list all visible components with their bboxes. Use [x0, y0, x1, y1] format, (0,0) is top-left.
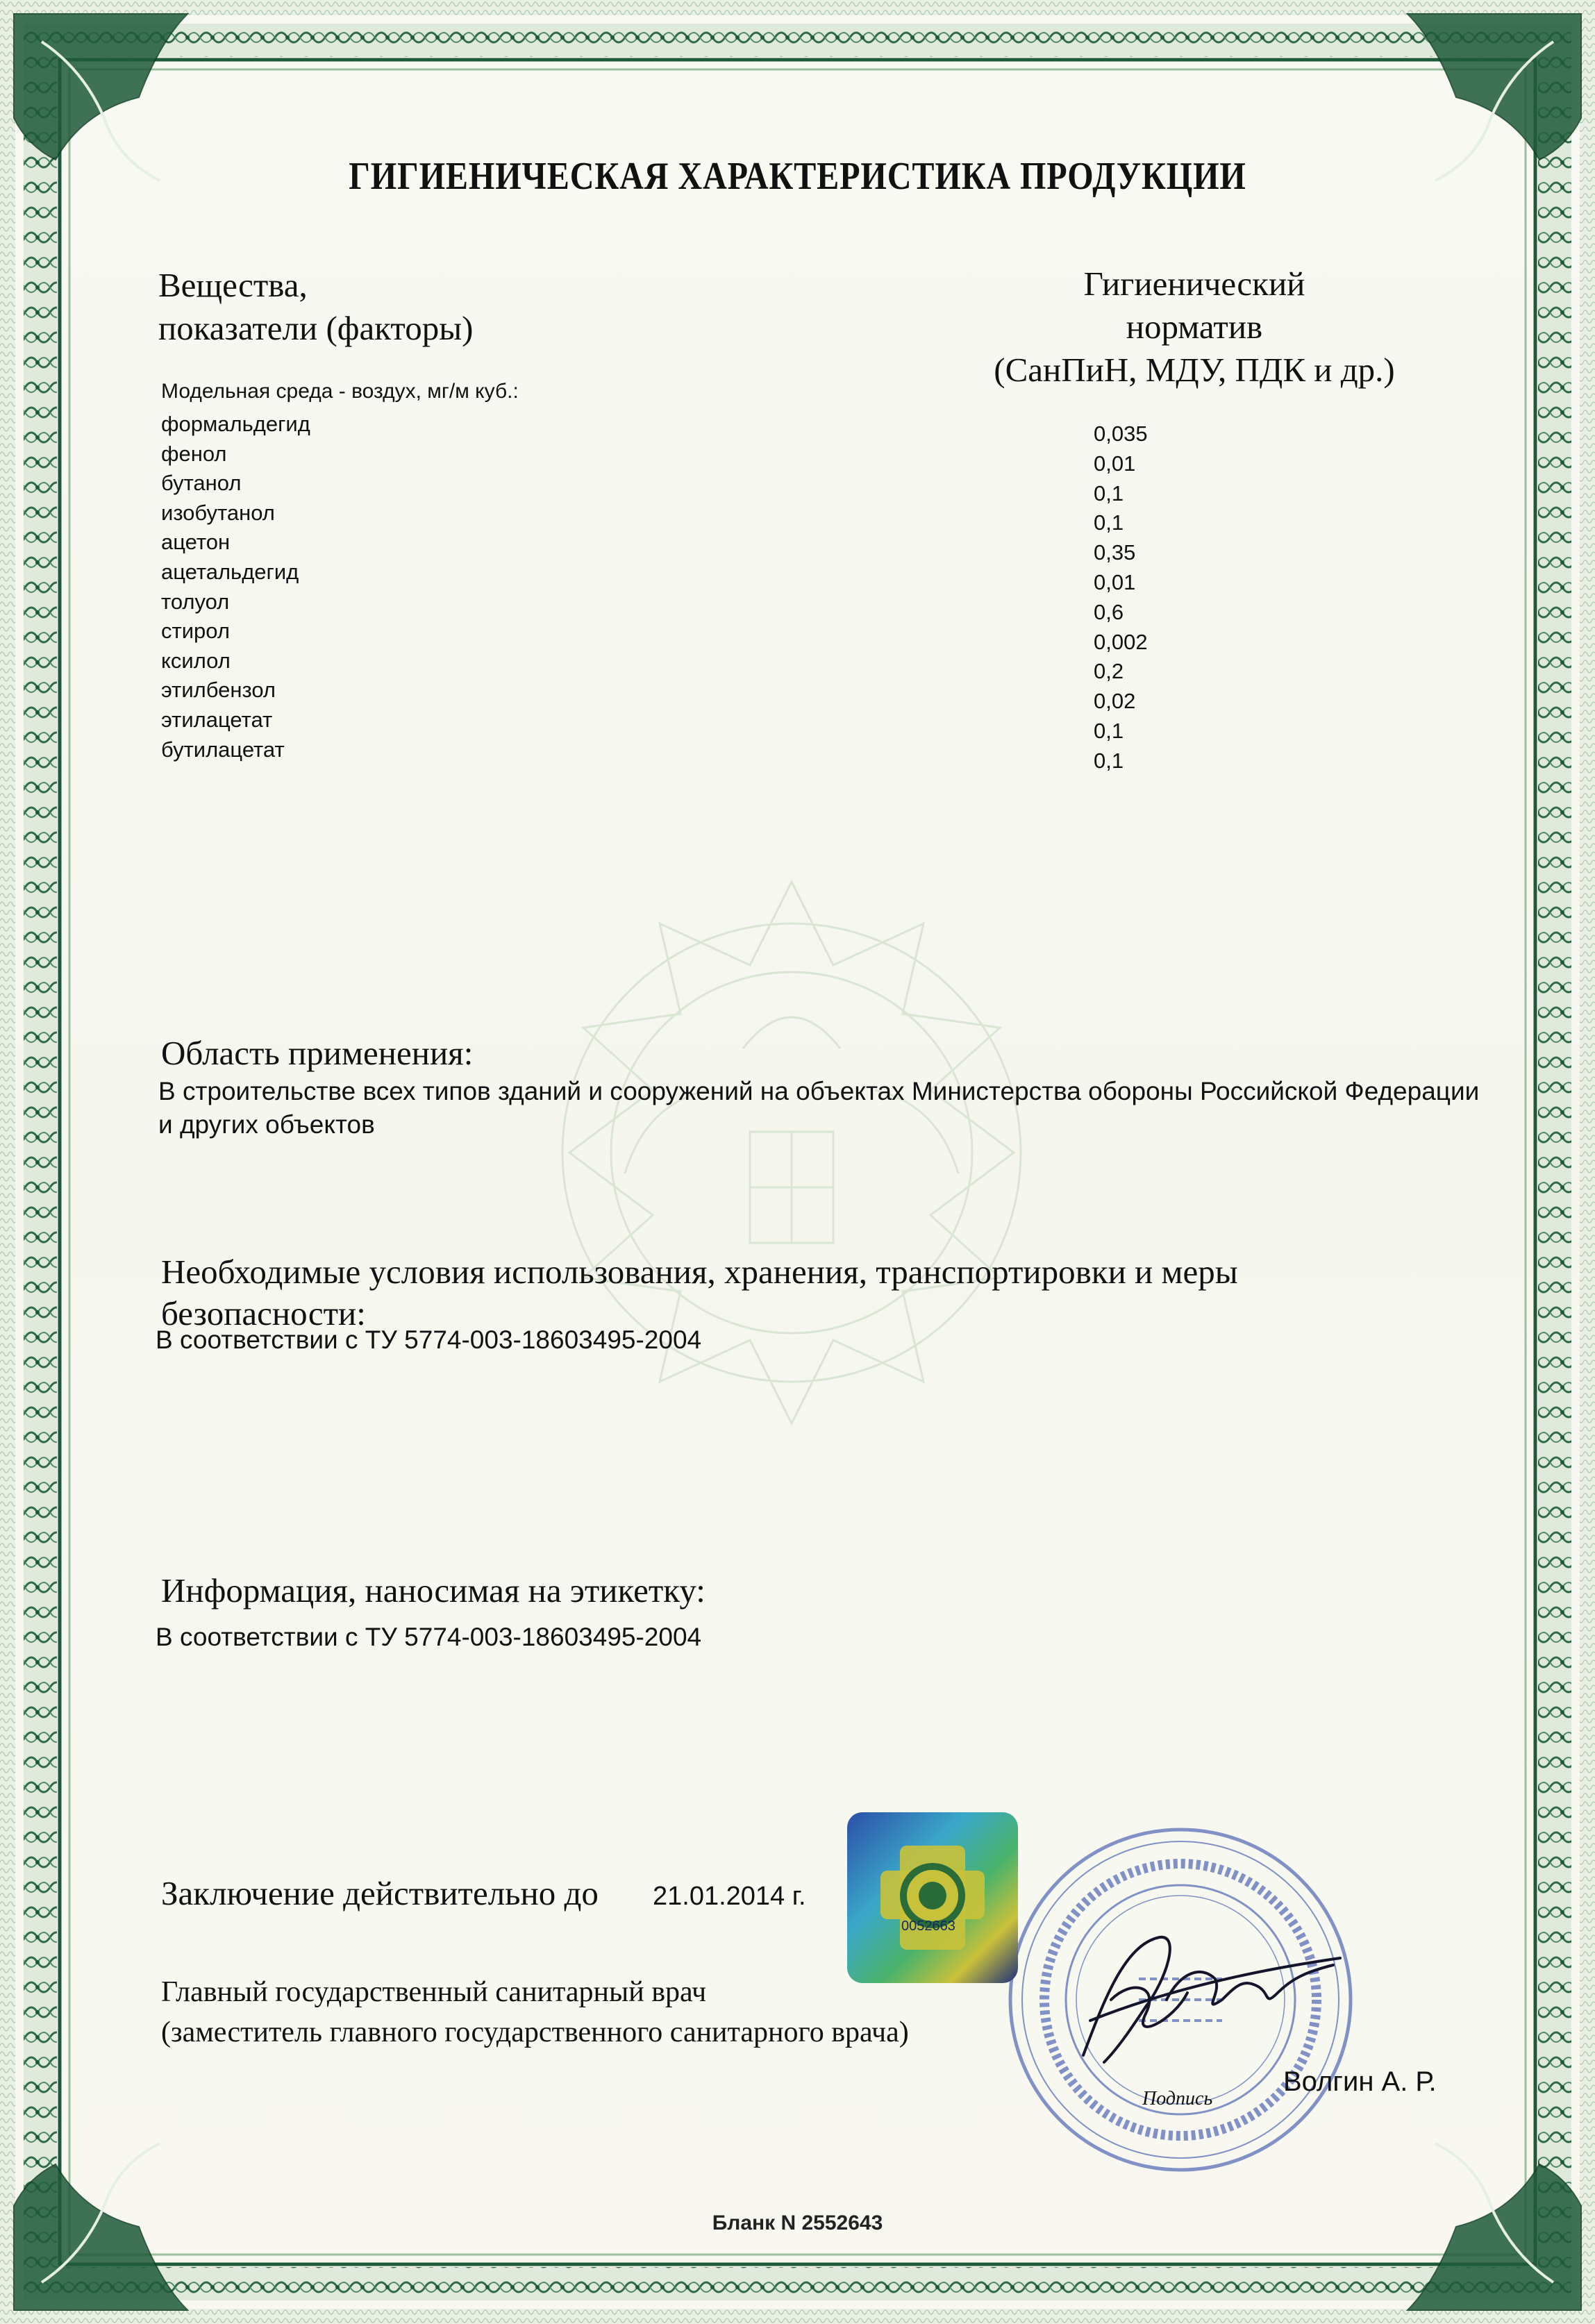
substance-name: этилацетат — [161, 707, 273, 732]
norm-value: 0,6 — [1094, 599, 1124, 624]
substance-name: бутанол — [161, 471, 242, 496]
substance-name: ацетон — [161, 530, 231, 555]
norm-header-line1: Гигиенический — [1083, 265, 1305, 303]
substances-header-line1: Вещества, — [158, 266, 308, 304]
norm-header-line3: (СанПиН, МДУ, ПДК и др.) — [994, 351, 1395, 389]
validity-label: Заключение действительно до — [161, 1874, 599, 1912]
norm-value: 0,1 — [1094, 480, 1124, 505]
substance-name: ксилол — [161, 648, 231, 673]
norm-value: 0,1 — [1094, 718, 1124, 743]
hologram-number: 0052663 — [901, 1918, 955, 1934]
document-title: ГИГИЕНИЧЕСКАЯ ХАРАКТЕРИСТИКА ПРОДУКЦИИ — [349, 155, 1246, 198]
label-info-text: В соответствии с ТУ 5774-003-18603495-2004 — [156, 1623, 702, 1651]
hologram-sticker — [846, 1811, 1019, 1984]
medium-label: Модельная среда - воздух, мг/м куб.: — [161, 380, 519, 403]
norm-value: 0,1 — [1094, 510, 1124, 535]
norm-header-line2: норматив — [1126, 308, 1263, 346]
signer-name: Волгин А. Р. — [1283, 2066, 1437, 2097]
norm-value: 0,35 — [1094, 540, 1136, 565]
substance-name: формальдегид — [161, 412, 310, 436]
norm-value: 0,01 — [1094, 569, 1136, 594]
substance-list — [161, 410, 310, 764]
doctor-title-line2: (заместитель главного государственного санитарного врача) — [161, 2016, 909, 2048]
substance-name: фенол — [161, 441, 227, 466]
substance-name: бутилацетат — [161, 737, 285, 762]
norm-value: 0,02 — [1094, 689, 1136, 714]
scope-text: В строительстве всех типов зданий и сооружений на объектах Министерства обороны Российской Федерации и других объектов — [158, 1077, 1480, 1139]
handwritten-signature — [1062, 1916, 1354, 2083]
conditions-heading: Необходимые условия использования, хранения, транспортировки и меры безопасности: — [161, 1253, 1238, 1332]
substance-name: стирол — [161, 619, 230, 644]
label-info-heading: Информация, наносимая на этикетку: — [161, 1571, 705, 1610]
substance-name: толуол — [161, 589, 230, 614]
norm-value: 0,2 — [1094, 659, 1124, 684]
blank-number: Бланк N 2552643 — [712, 2212, 883, 2234]
norm-value: 0,1 — [1094, 748, 1124, 773]
substances-header-line2: показатели (факторы) — [158, 309, 474, 347]
watermark-emblem — [444, 840, 1139, 1465]
norm-value-list — [1094, 419, 1148, 776]
norm-value: 0,01 — [1094, 451, 1136, 476]
conditions-text: В соответствии с ТУ 5774-003-18603495-2004 — [156, 1326, 702, 1354]
norm-value: 0,002 — [1094, 629, 1148, 654]
doctor-title-line1: Главный государственный санитарный врач — [161, 1976, 707, 2008]
substance-name: изобутанол — [161, 500, 275, 525]
doctor-title — [161, 1972, 909, 2053]
validity-date: 21.01.2014 г. — [653, 1882, 806, 1911]
norm-value: 0,035 — [1094, 421, 1148, 446]
substance-name: ацетальдегид — [161, 559, 299, 584]
substance-name: этилбензол — [161, 678, 276, 703]
scope-heading: Область применения: — [161, 1034, 474, 1072]
signature-caption: Подпись — [1142, 2088, 1213, 2109]
